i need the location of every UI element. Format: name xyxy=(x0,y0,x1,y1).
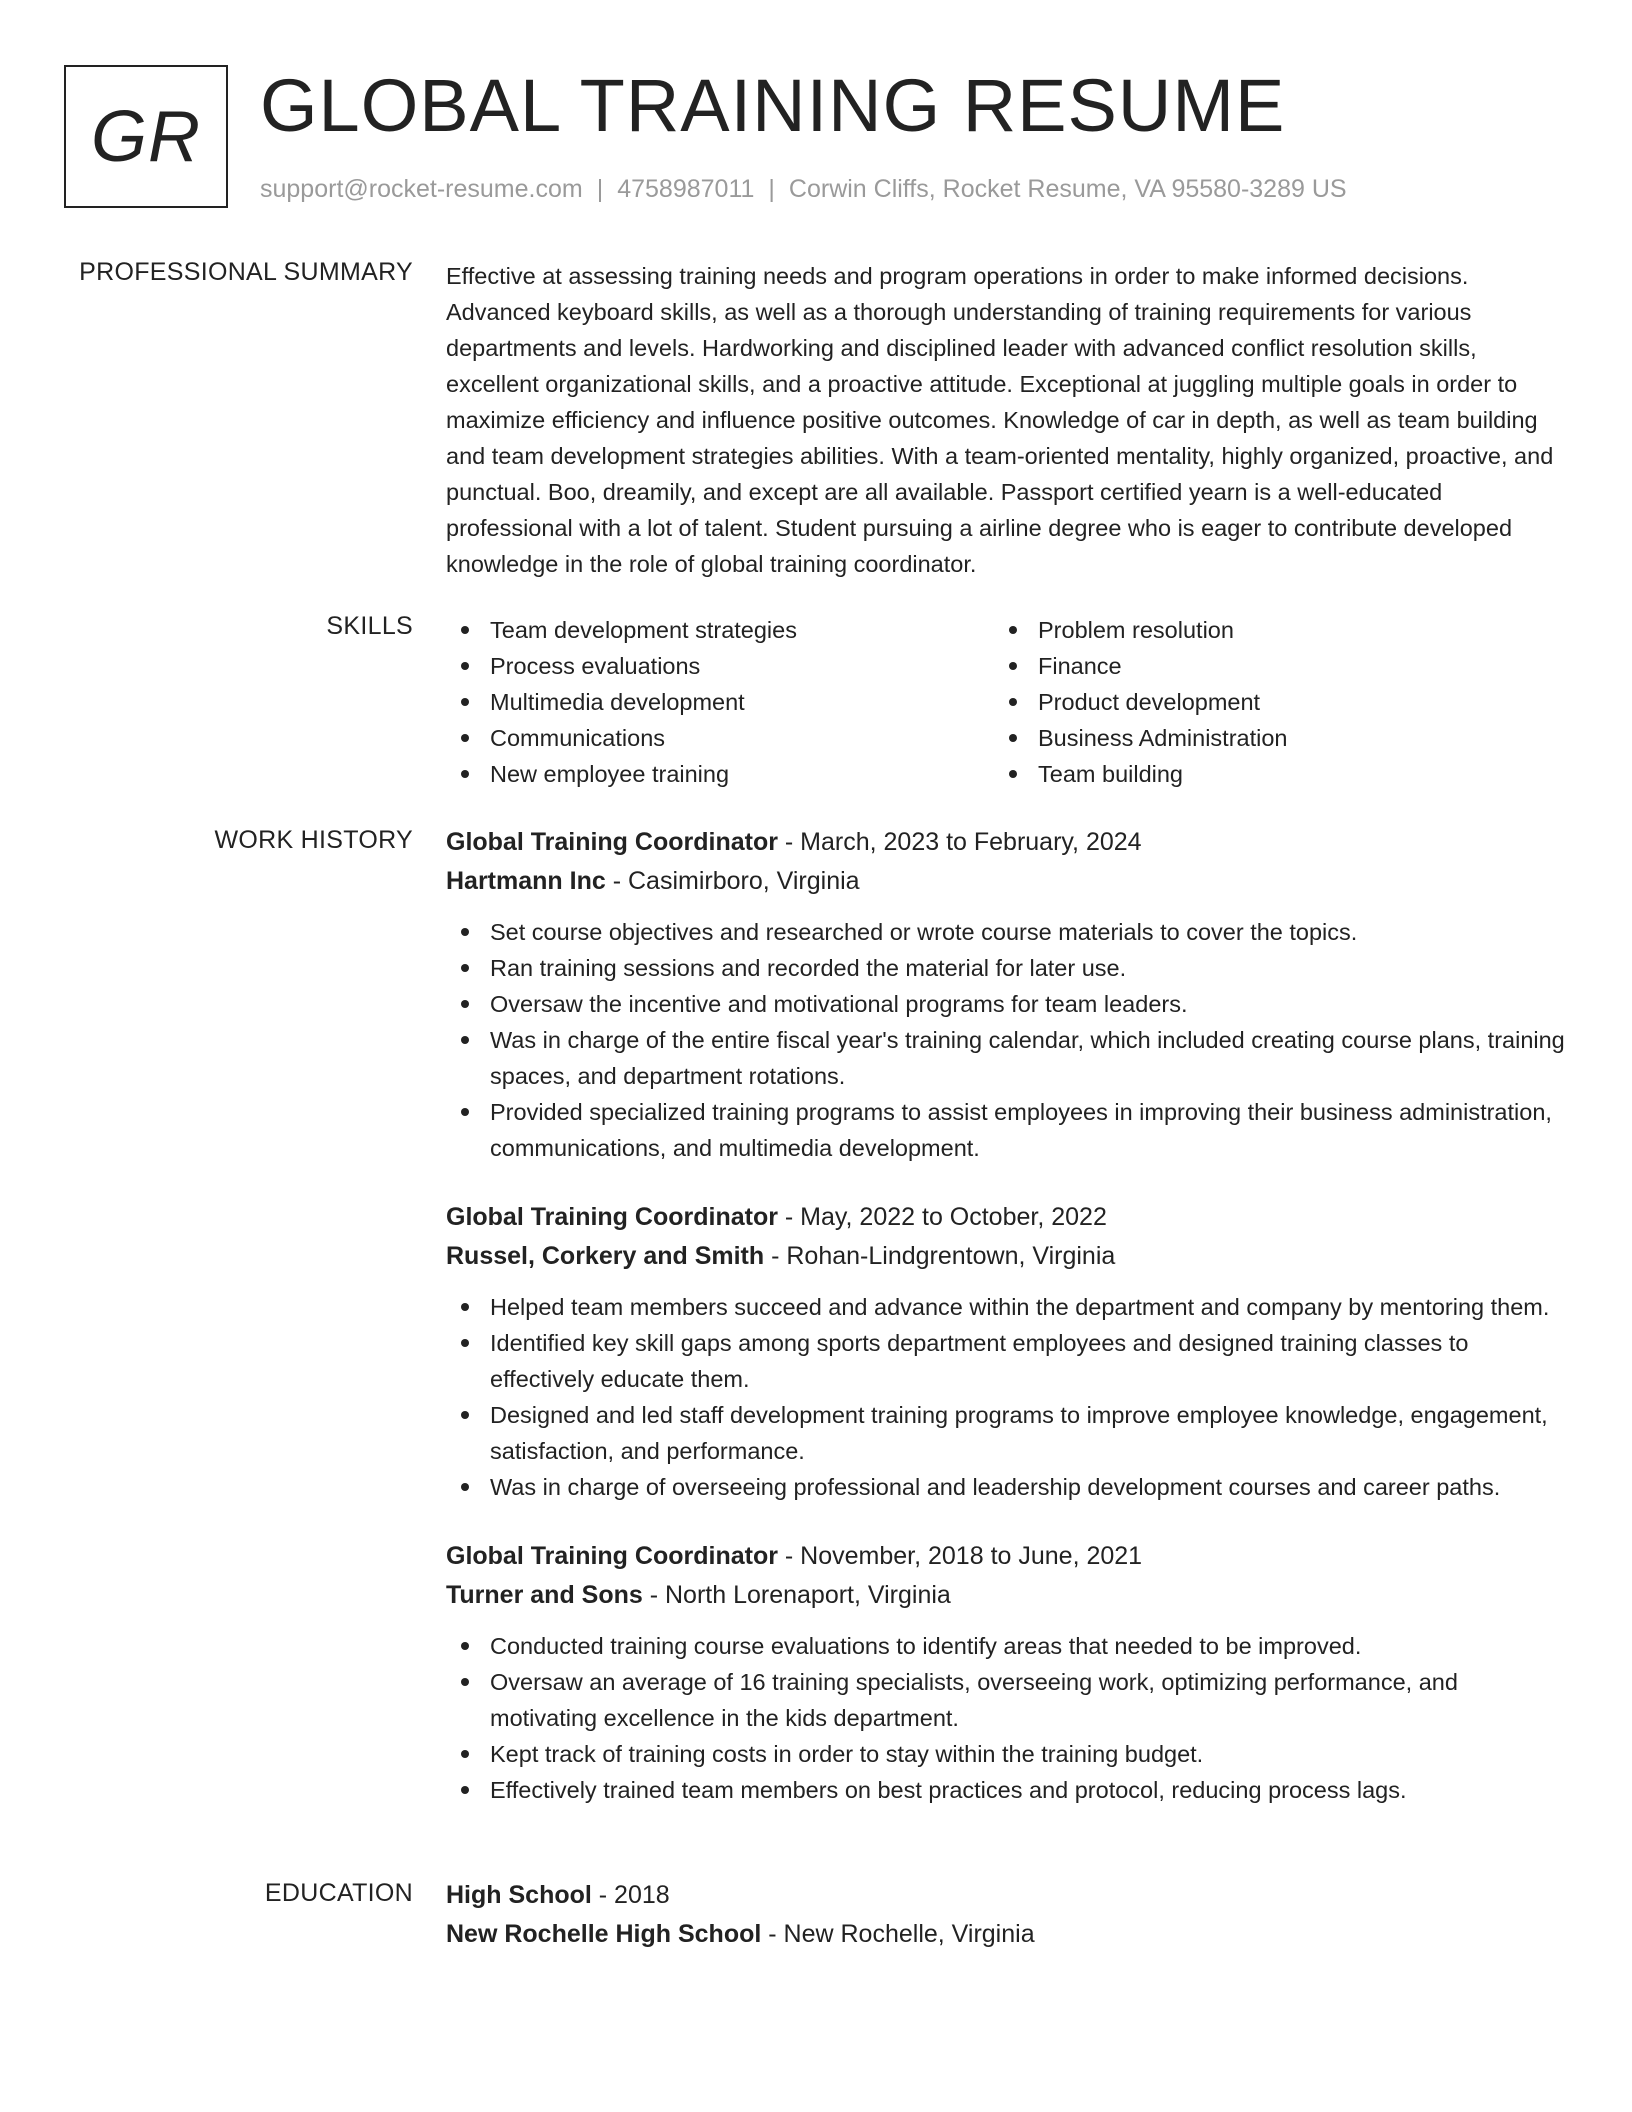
contact-address: Corwin Cliffs, Rocket Resume, VA 95580-3289 US xyxy=(788,175,1347,203)
skill-item: Multimedia development xyxy=(446,684,994,720)
job-location: - Rohan-Lindgrentown, Virginia xyxy=(764,1242,1116,1270)
education-school-line xyxy=(446,1915,1566,1954)
job-bullet: Oversaw the incentive and motivational programs for team leaders. xyxy=(446,986,1566,1022)
job-title-line xyxy=(446,1537,1566,1576)
job-location: - North Lorenaport, Virginia xyxy=(642,1581,951,1609)
education-degree: High School xyxy=(446,1881,592,1909)
monogram-initials: GR xyxy=(91,96,201,177)
job-bullet: Effectively trained team members on best practices and protocol, reducing process lags. xyxy=(446,1772,1566,1808)
job-bullet: Identified key skill gaps among sports department employees and designed training classes to effectively educate them. xyxy=(446,1325,1566,1397)
contact-separator: | xyxy=(768,175,775,203)
work-history-body xyxy=(446,823,1566,1808)
job-bullet: Kept track of training costs in order to stay within the training budget. xyxy=(446,1736,1566,1772)
contact-email: support@rocket-resume.com xyxy=(260,175,583,203)
job-bullet-list xyxy=(446,1289,1566,1505)
job-title: Global Training Coordinator xyxy=(446,1203,778,1231)
job-dates: - May, 2022 to October, 2022 xyxy=(777,1203,1107,1231)
education-year: - 2018 xyxy=(591,1881,670,1909)
summary-label: PROFESSIONAL SUMMARY xyxy=(79,258,413,286)
job-bullet: Was in charge of the entire fiscal year's training calendar, which included creating course plans, training spaces, and department rotations. xyxy=(446,1022,1566,1094)
job-company-line xyxy=(446,1237,1566,1276)
skill-item: Team development strategies xyxy=(446,612,994,648)
skill-item: Process evaluations xyxy=(446,648,994,684)
job-company-line xyxy=(446,1576,1566,1615)
job-bullet: Provided specialized training programs to assist employees in improving their business administration, communications, and multimedia development. xyxy=(446,1094,1566,1166)
skill-item: Finance xyxy=(994,648,1542,684)
contact-separator: | xyxy=(596,175,604,203)
job-title: Global Training Coordinator xyxy=(446,1542,778,1570)
skill-item: Problem resolution xyxy=(994,612,1542,648)
skills-grid xyxy=(446,612,1566,792)
job-bullet: Oversaw an average of 16 training specialists, overseeing work, optimizing performance, and motivating excellence in the kids department. xyxy=(446,1664,1566,1736)
job-company-line xyxy=(446,862,1566,901)
job-bullet-list xyxy=(446,914,1566,1166)
job-bullet: Set course objectives and researched or wrote course materials to cover the topics. xyxy=(446,914,1566,950)
work-history-label: WORK HISTORY xyxy=(214,826,413,854)
job-bullet: Helped team members succeed and advance within the department and company by mentoring them. xyxy=(446,1289,1566,1325)
education-school: New Rochelle High School xyxy=(446,1920,762,1948)
skill-item: Product development xyxy=(994,684,1542,720)
job-bullet: Conducted training course evaluations to identify areas that needed to be improved. xyxy=(446,1628,1566,1664)
skills-column-right xyxy=(994,612,1542,792)
education-location: - New Rochelle, Virginia xyxy=(761,1920,1035,1948)
skill-item: New employee training xyxy=(446,756,994,792)
summary-text: Effective at assessing training needs and program operations in order to make informed decisions. Advanced keyboard skills, as well as a thorough understanding of training requirements for various departments and levels. Hardworking and disciplined leader with advanced conflict resolution skills, excellent organizational skills, and a proactive attitude. Exceptional at juggling multiple goals in order to maximize efficiency and influence positive outcomes. Knowledge of car in depth, as well as team building and team development strategies abilities. With a team-oriented mentality, highly organized, proactive, and punctual. Boo, dreamily, and except are all available. Passport certified yearn is a well-educated professional with a lot of talent. Student pursuing a airline degree who is eager to contribute developed knowledge in the role of global training coordinator. xyxy=(446,263,1554,577)
skills-column-left xyxy=(446,612,994,792)
job-company: Russel, Corkery and Smith xyxy=(446,1242,765,1270)
job-entry xyxy=(446,1537,1566,1808)
skills-body xyxy=(446,612,1566,792)
job-bullet: Ran training sessions and recorded the material for later use. xyxy=(446,950,1566,986)
skill-item: Business Administration xyxy=(994,720,1542,756)
skills-label: SKILLS xyxy=(326,612,413,640)
resume-title: GLOBAL TRAINING RESUME xyxy=(260,64,1286,147)
job-company: Turner and Sons xyxy=(446,1581,643,1609)
education-degree-line xyxy=(446,1876,1566,1915)
skill-item: Communications xyxy=(446,720,994,756)
contact-phone: 4758987011 xyxy=(617,175,755,203)
skill-item: Team building xyxy=(994,756,1542,792)
education-body xyxy=(446,1876,1566,1954)
job-company: Hartmann Inc xyxy=(446,867,606,895)
monogram-box xyxy=(64,65,228,208)
education-label: EDUCATION xyxy=(264,1879,413,1907)
resume-header xyxy=(64,65,1564,210)
job-dates: - March, 2023 to February, 2024 xyxy=(777,828,1142,856)
job-title-line xyxy=(446,823,1566,862)
job-entry xyxy=(446,1198,1566,1505)
job-title: Global Training Coordinator xyxy=(446,828,778,856)
job-bullet: Was in charge of overseeing professional and leadership development courses and career paths. xyxy=(446,1469,1566,1505)
job-location: - Casimirboro, Virginia xyxy=(605,867,860,895)
contact-line xyxy=(260,175,1347,204)
job-title-line xyxy=(446,1198,1566,1237)
job-entry xyxy=(446,823,1566,1166)
job-bullet: Designed and led staff development training programs to improve employee knowledge, engagement, satisfaction, and performance. xyxy=(446,1397,1566,1469)
job-dates: - November, 2018 to June, 2021 xyxy=(777,1542,1143,1570)
summary-body xyxy=(446,258,1566,582)
job-bullet-list xyxy=(446,1628,1566,1808)
